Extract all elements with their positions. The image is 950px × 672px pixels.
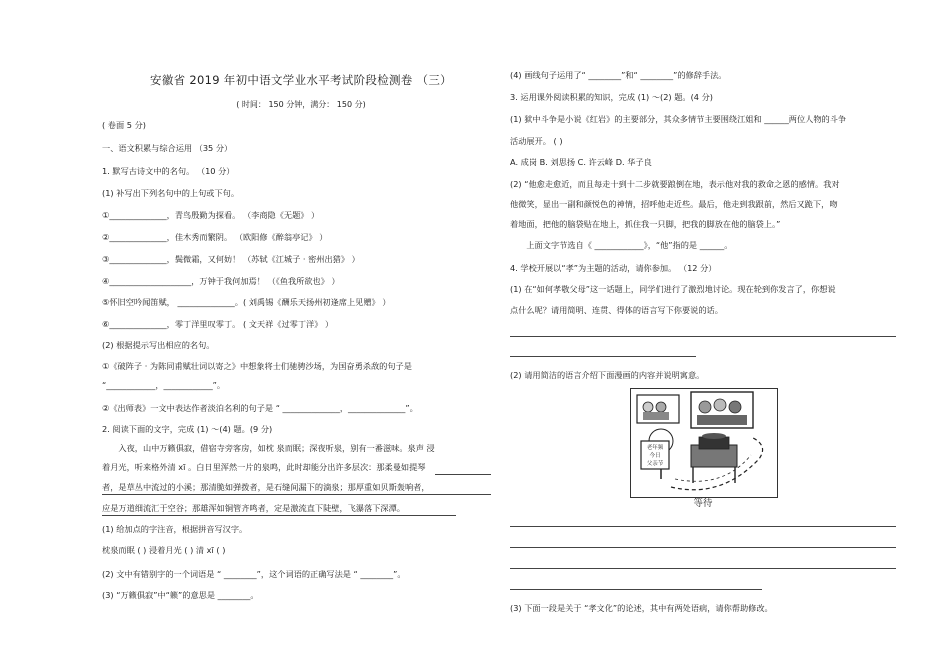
text-line: (2) “他愈走愈近，而且每走十到十二步就要踉倒在地，表示他对我的救命之恩的感情。我对 (510, 179, 840, 189)
text-line: ②《出师表》一文中表达作者淡泊名利的句子是 “ ______________，______________”。 (102, 403, 418, 413)
text-line: (2) 根据提示写出相应的名句。 (102, 340, 215, 350)
question-heading: 1. 默写古诗文中的名句。 （10 分） (102, 166, 235, 176)
text-line: (2) 请用简洁的语言介绍下面漫画的内容并说明寓意。 (510, 370, 705, 380)
answer-line (510, 568, 896, 569)
passage-line: 着月光，听来格外清 xī 。白日里浑然一片的泉鸣，此时却能分出许多层次：那柔曼如提琴 (102, 462, 426, 472)
text-line: (1) 在“如何孝敬父母”这一话题上，同学们进行了激烈地讨论。现在轮到你发言了，你想说 (510, 284, 836, 294)
text-line: ④____________________，万钟于我何加焉！ （《鱼我所欲也》 ） (102, 276, 340, 286)
answer-line (510, 526, 896, 527)
answer-line (510, 547, 896, 548)
text-line: (4) 画线句子运用了“ ________”和“ ________”的修辞手法。 (510, 70, 727, 80)
text-line: ②______________，佳木秀而繁阴。 （欧阳修《醉翁亭记》 ） (102, 232, 328, 242)
cartoon-drawing (631, 389, 777, 497)
section-heading: 一、语文积累与综合运用 （35 分） (102, 143, 233, 153)
text-line: 枕泉而眠 ( ) 浸着月光 ( ) 清 xī ( ) (102, 545, 226, 555)
answer-options: A. 成岗 B. 刘思扬 C. 许云峰 D. 华子良 (510, 157, 652, 167)
text-line: “____________，____________”。 (102, 380, 226, 390)
text-line: (1) 补写出下列名句中的上句或下句。 (102, 188, 240, 198)
text-line: ③______________，鬓微霜，又何妨！ （苏轼《江城子 · 密州出猎》 ） (102, 254, 360, 264)
text-line: 着地面，把他的脑袋贴在地上，抓住我一只脚，把我的脚放在他的脑袋上。” (510, 219, 781, 229)
answer-line (510, 336, 896, 337)
text-line: 上面文字节选自《 ____________》，“他”指的是 ______。 (510, 240, 733, 250)
passage-line: 入夜，山中万籁俱寂，借宿寺旁客房，如枕 泉而眠；深夜听泉，别有一番滋味。泉声 浸 (102, 443, 435, 453)
text-line: ①______________，青鸟殷勤为探看。 （李商隐《无题》 ） (102, 210, 320, 220)
text-line: (2) 文中有错别字的一个词语是 “ ________”，这个词语的正确写法是 “ ________”。 (102, 569, 406, 579)
text-line: (3) 下面一段是关于 “孝文化”的论述，其中有两处语病，请你帮助修改。 (510, 603, 773, 613)
question-heading: 2. 阅读下面的文字，完成 (1) ～(4) 题。(9 分) (102, 424, 273, 434)
underline (102, 494, 491, 495)
answer-line (510, 589, 762, 590)
question-heading: 3. 运用课外阅读积累的知识，完成 (1) ～(2) 题。(4 分) (510, 92, 713, 102)
text-line: (3) “万籁俱寂”中“籁”的意思是 ________。 (102, 590, 259, 600)
underline (435, 474, 491, 475)
text-line: ⑤怀旧空吟闻笛赋， ______________。( 刘禹锡《酬乐天扬州初逢席上见赠》 ） (102, 297, 391, 307)
passage-line: 应是万道细流汇于空谷；那雄浑如铜管齐鸣者，定是激流直下陡壁，飞瀑落下深潭。 (102, 503, 405, 513)
text-line: (1) 狱中斗争是小说《红岩》的主要部分，其众多情节主要围绕江姐和 ______两位人物的斗争 (510, 114, 847, 124)
cartoon-caption: 等待 (693, 498, 713, 509)
text-line: ⑥______________，零丁洋里叹零丁。 ( 文天祥《过零丁洋》 ） (102, 319, 334, 329)
passage-line: 者，是草丛中流过的小溪；那清脆如弹拨者，是石缝间漏下的滴泉；那厚重如贝斯轰响者， (102, 482, 430, 492)
text-line: 他微笑，显出一副和颜悦色的神情，招呼他走近些。最后，他走到我跟前，然后又跪下，吻 (510, 199, 838, 209)
text-line: 活动展开。 ( ) (510, 136, 563, 146)
text-line: ( 卷面 5 分) (102, 120, 146, 130)
underline (102, 515, 456, 516)
question-heading: 4. 学校开展以“孝”为主题的活动，请你参加。 （12 分） (510, 263, 717, 273)
sign-text: 老年频 (646, 445, 664, 451)
sign-text: 父亲节 (646, 461, 664, 467)
sign-text: 今日 (649, 453, 661, 459)
text-line: (1) 给加点的字注音，根据拼音写汉字。 (102, 524, 248, 534)
text-line: 点什么呢？请用简明、连贯、得体的语言写下你要说的话。 (510, 305, 723, 315)
page-title: 安徽省 2019 年初中语文学业水平考试阶段检测卷 （三） (150, 73, 452, 87)
cartoon-illustration (630, 388, 778, 498)
exam-time-info: ( 时间： 150 分钟，满分： 150 分) (236, 100, 366, 109)
answer-line (510, 356, 696, 357)
text-line: ①《破阵子 · 为陈同甫赋壮词以寄之》中想象将士们驰骋沙场，为国奋勇杀敌的句子是 (102, 361, 412, 371)
